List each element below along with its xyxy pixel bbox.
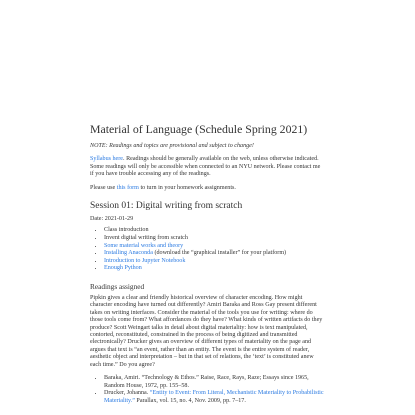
list-item-link[interactable]: Enough Python — [104, 265, 142, 272]
intro-paragraph — [90, 156, 324, 178]
list-item — [104, 235, 324, 243]
intro-text: . Readings should be generally available on the web, unless otherwise indicated. Some readings will only be accessible when connected to an NYU network. Please contact me if you have trouble accessing any of the readings. — [90, 156, 321, 178]
homework-pre: Please use — [90, 184, 117, 191]
list-item-text: Invent digital writing from scratch — [104, 235, 188, 242]
syllabus-link[interactable]: Syllabus here — [90, 156, 124, 163]
list-item-text: Class introduction — [104, 227, 149, 234]
provisional-note: NOTE: Readings and topics are provisional and subject to change! — [90, 143, 254, 149]
homework-form-link[interactable]: this form — [116, 184, 139, 191]
reference-link[interactable]: “Entity to Event: From Literal, Mechanistic Materiality to Probabilistic Materiality.” — [104, 390, 324, 404]
homework-paragraph — [90, 185, 324, 192]
page-title: Material of Language (Schedule Spring 2021) — [90, 122, 308, 136]
reference-text: Drucker, Johanna. — [104, 390, 150, 397]
list-item-link[interactable]: Some material works and theory — [104, 242, 184, 249]
reference-list — [90, 375, 324, 405]
readings-heading: Readings assigned — [90, 282, 145, 291]
list-item — [104, 265, 324, 273]
homework-post: to turn in your homework assignments. — [138, 184, 236, 191]
session-date: Date: 2021-01-29 — [90, 216, 134, 223]
list-item — [104, 258, 324, 266]
readings-paragraph: Pipkin gives a clear and friendly historical overview of character encoding. How might character encoding have turned out differently? Amiri Baraka and Ross Gay present different takes on writing interfaces. Consider the material of the tools you use for writing: where do those tools come from? What affordances do they have? What kinds of written artifacts do they produce? Scott Weingart talks in detail about digital materiality: how is text manipulated, contorted, reconstituted, constrained in the process of being digitized and transmitted electronically? Drucker gives an overview of different types of materiality on the page and argues that text is “an event, rather than an entity. The event is the entire system of reader, aesthetic object and interpretation – but in that set of relations, the ‘text’ is constituted anew each time.” Do you agree? — [90, 295, 323, 368]
list-item-text: (download the “graphical installer” for your platform) — [152, 250, 287, 257]
session-heading: Session 01: Digital writing from scratch — [90, 201, 243, 212]
reference-text: Baraka, Amiri. “Technology & Ethos.” Raise, Race, Rays, Raze; Essays since 1965, Random House, 1972, pp. 155–58. — [104, 375, 309, 389]
list-item — [104, 250, 324, 258]
list-item — [104, 227, 324, 235]
list-item-link[interactable]: Installing Anaconda — [104, 250, 153, 257]
reference-item — [104, 390, 324, 405]
reference-tail: Parallax, vol. 15, no. 4, Nov. 2009, pp. 7–17. — [134, 397, 246, 404]
session-list — [90, 227, 324, 273]
main-content — [90, 123, 324, 411]
list-item-link[interactable]: Introduction to Jupyter Notebook — [104, 257, 186, 264]
reference-item — [104, 375, 324, 390]
